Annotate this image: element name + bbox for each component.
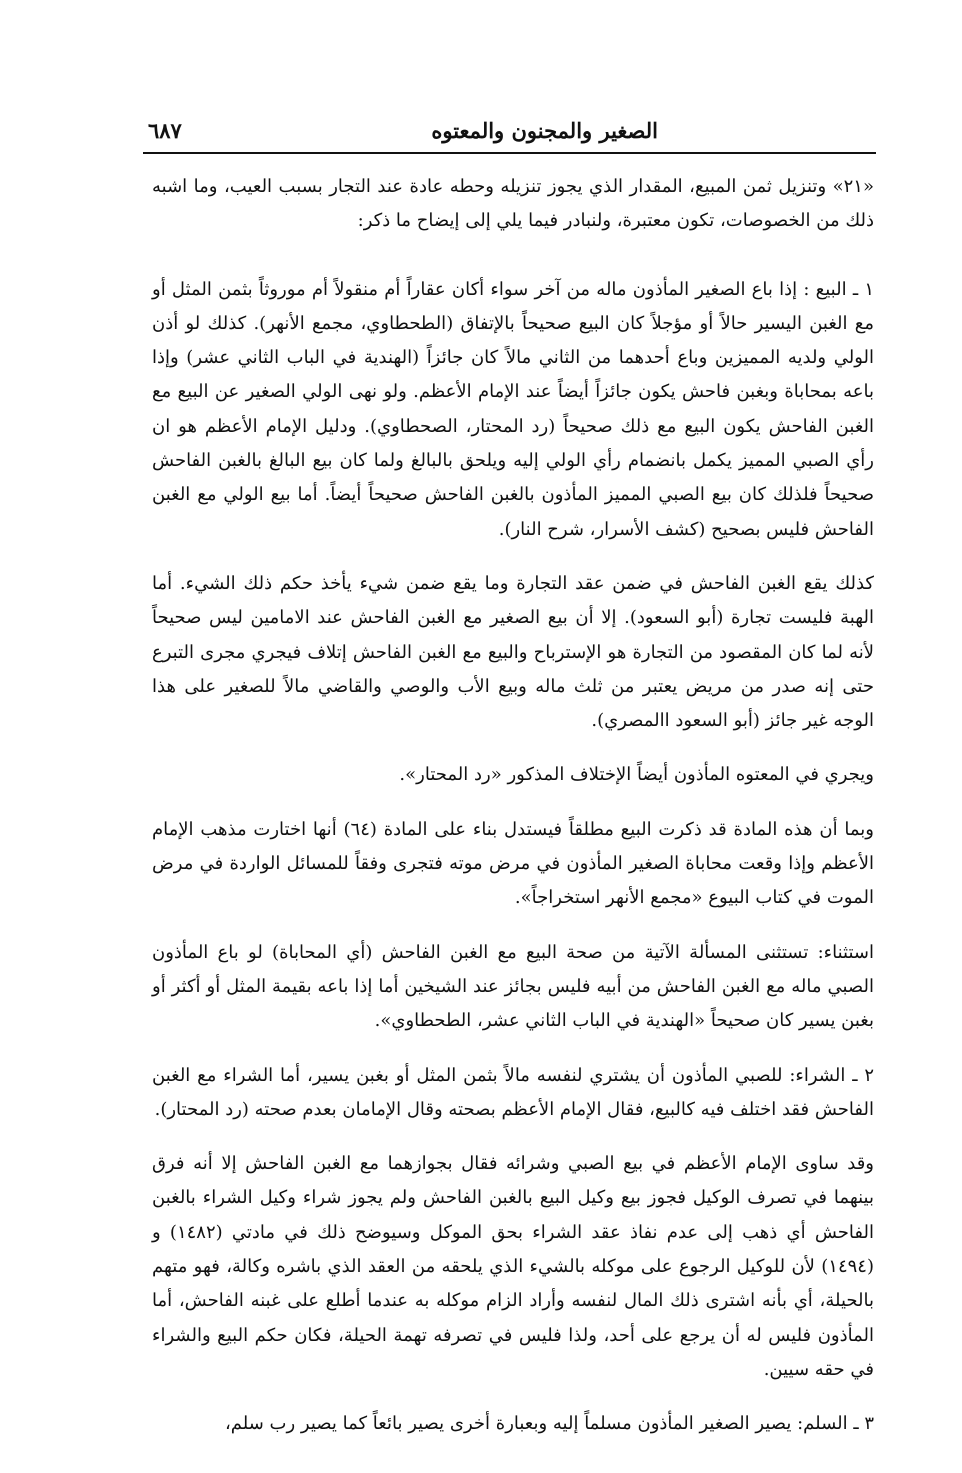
paragraph-sale: ١ ـ البيع : إذا باع الصغير المأذون ماله من آخر سواء أكان عقاراً أم منقولاً أم موروثاً بثمن المثل أو مع الغبن اليسير حالاً أو مؤجلاً كان البيع صحيحاً بالإتفاق (الطحطاوي، مجمع الأنهر). كذلك لو أذن الولي ولديه المميزين وباع أحدهما من الثاني مالاً كان جائزاً (الهندية في الباب الثاني عشر) وإذا باعه بمحاباة وبغبن فاحش يكون جائزاً أيضاً عند الإمام الأعظم. ولو نهى الولي الصغير عن البيع مع الغبن الفاحش يكون البيع مع ذلك صحيحاً (رد المحتار، الصحطاوي). ودليل الإمام الأعظم هو ان رأي الصبي المميز يكمل بانضمام رأي الولي إليه ويلحق بالبالغ ولما كان بيع البالغ بالغبن الفاحش صحيحاً فلذلك كان بيع الصبي المميز المأذون بالغبن الفاحش صحيحاً أيضاً. أما بيع الولي مع الغبن الفاحش فليس بصحيح (كشف الأسرار، شرح النار).: [152, 278, 874, 540]
paragraph-article-64: وبما أن هذه المادة قد ذكرت البيع مطلقاً فيستدل بناء على المادة (٦٤) أنها اختارت مذهب الإمام الأعظم وإذا وقعت محاباة الصغير المأذون في مرض موته فتجرى وفقاً للمسائل الواردة في مرض الموت في كتاب البيوع «مجمع الأنهر استخراجاً».: [152, 818, 874, 909]
paragraph-exception: استثناء: تستثنى المسألة الآتية من صحة البيع مع الغبن الفاحش (أي المحاباة) لو باع المأذون الصبي ماله مع الغبن الفاحش من أبيه فليس بجائز عند الشيخين أما إذا باعه بقيمة المثل أو أكثر أو بغبن يسير كان صحيحاً «الهندية في الباب الثاني عشر، الطحطاوي».: [152, 941, 874, 1032]
paragraph-salam: ٣ ـ السلم: يصير الصغير المأذون مسلماً إليه وبعبارة أخرى يصير بائعاً كما يصير رب سلم،: [225, 1413, 874, 1435]
paragraph-purchase: ٢ ـ الشراء: للصبي المأذون أن يشتري لنفسه مالاً بثمن المثل أو بغبن يسير، أما الشراء مع الغبن الفاحش فقد اختلف فيه كالبيع، فقال الإمام الأعظم بصحته وقال الإمامان بعدم صحته (رد المحتار).: [152, 1064, 874, 1120]
chapter-title: الصغير والمجنون والمعتوه: [431, 118, 658, 143]
page-body: [152, 170, 874, 1442]
running-header: [143, 112, 873, 152]
paragraph-intro: «٢١» وتنزيل ثمن المبيع، المقدار الذي يجوز تنزيله وحطه عادة عند التجار بسبب العيب، وما اشبه ذلك من الخصوصات، تكون معتبرة، ولنبادر فيما يلي إلى إيضاح ما ذكر:: [152, 176, 874, 232]
page-number: ٦٨٧: [148, 118, 182, 143]
header-rule: [143, 152, 876, 154]
paragraph-agent: وقد ساوى الإمام الأعظم في بيع الصبي وشرائه فقال بجوازهما مع الغبن الفاحش إلا أنه فرق بينهما في تصرف الوكيل فجوز بيع وكيل البيع بالغبن الفاحش ولم يجوز شراء وكيل الشراء بالغبن الفاحش أي ذهب إلى عدم نفاذ عقد الشراء بحق الموكل وسيوضح ذلك في مادتي (١٤٨٢) و (١٤٩٤) لأن للوكيل الرجوع على موكله بالشيء الذي يلحقه من العقد الذي باشره وكالة، فهو متهم بالحيلة، أي بأنه اشترى ذلك المال لنفسه وأراد الزام موكله به عندما أطلع على غبنه الفاحش، أما المأذون فليس له أن يرجع على أحد، ولذا فليس في تصرفه تهمة الحيلة، فكان حكم البيع والشراء في حقه سيين.: [152, 1153, 875, 1380]
paragraph-gross-loss: كذلك يقع الغبن الفاحش في ضمن عقد التجارة وما يقع ضمن شيء يأخذ حكم ذلك الشيء. أما الهبة فليست تجارة (أبو السعود). إلا أن بيع الصغير مع الغبن الفاحش عند الامامين ليس صحيحاً لأنه لما كان المقصود من التجارة هو الإسترباح والبيع مع الغبن الفاحش إتلاف فيجري مجرى التبرع حتى إنه صدر من مريض يعتبر من ثلث ماله وبيع الأب والوصي والقاضي مالاً للصغير على هذا الوجه غير جائز (أبو السعود االمصري).: [152, 572, 874, 732]
paragraph-imbecile: ويجري في المعتوه المأذون أيضاً الإختلاف المذكور «رد المحتار».: [399, 764, 874, 786]
